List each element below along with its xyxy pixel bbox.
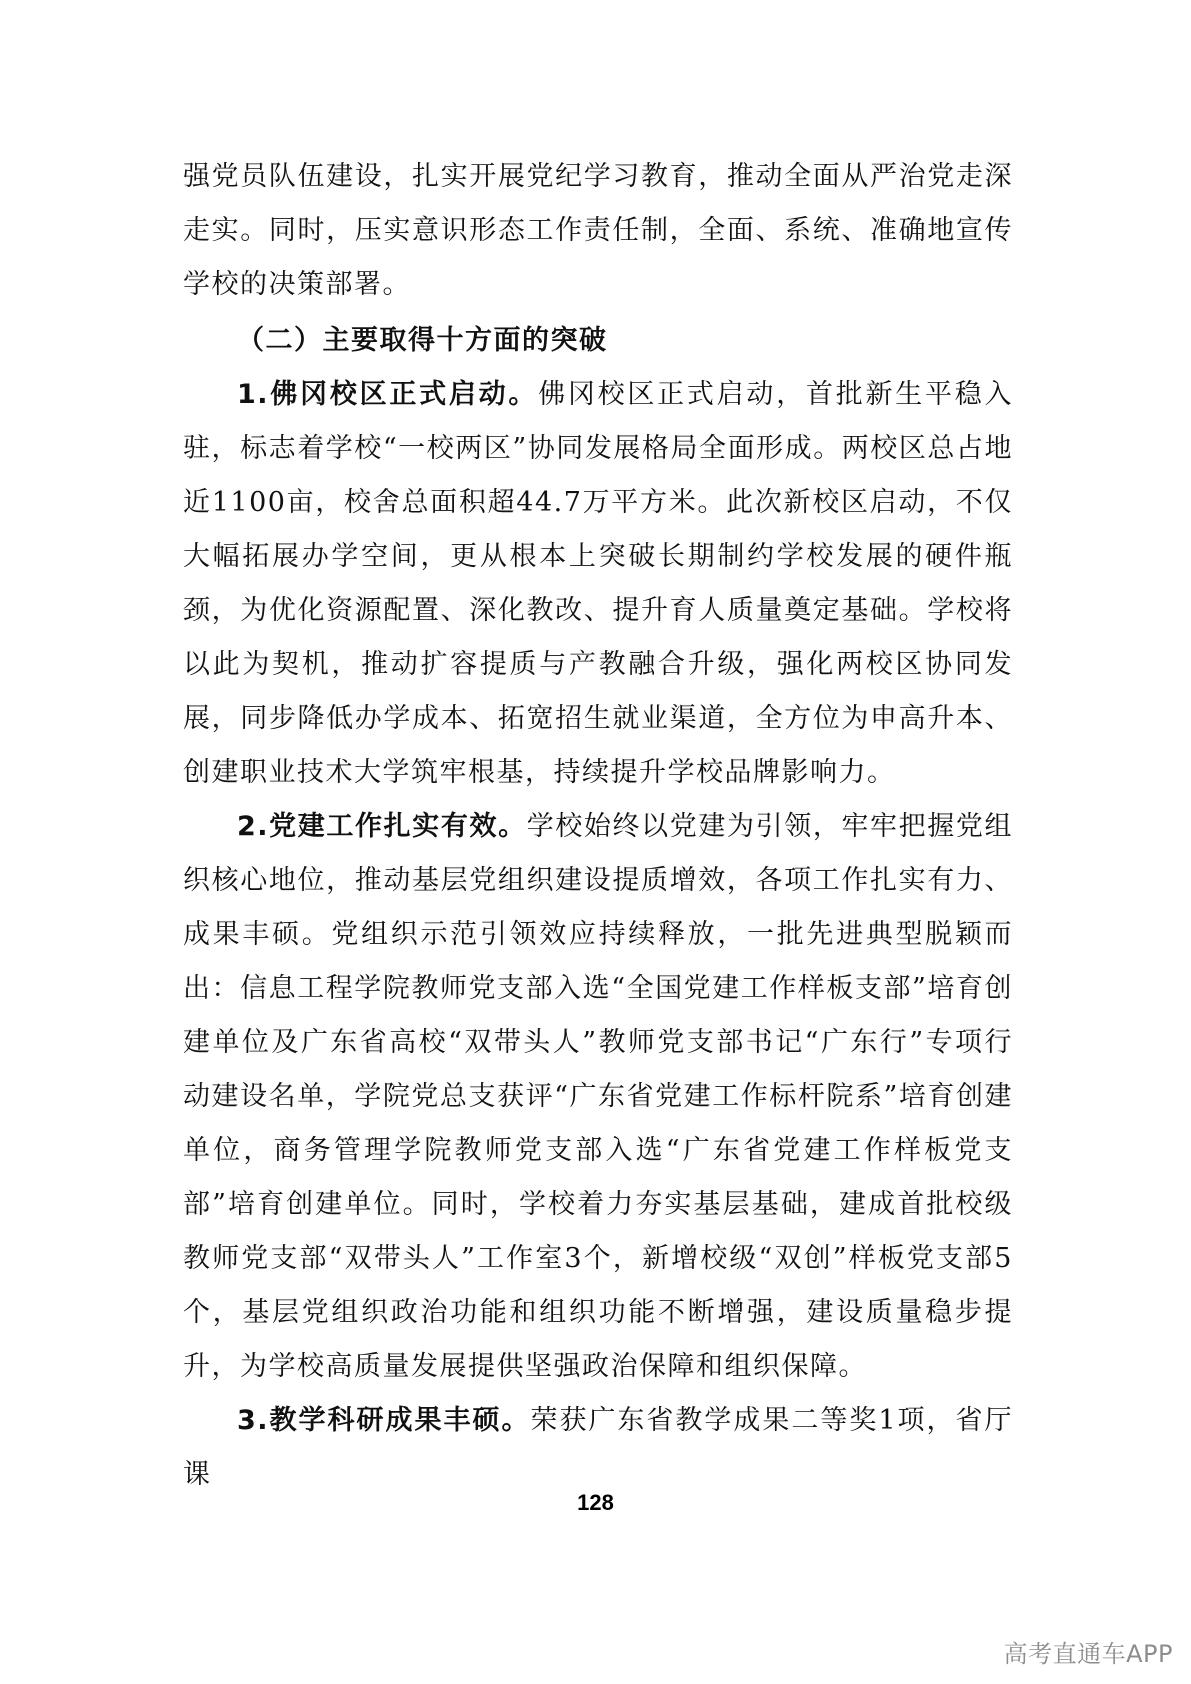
item-lead: 3.教学科研成果丰硕。 xyxy=(237,1405,531,1436)
paragraph-text: 荣获广东省教学成果二等奖1项，省厅课 xyxy=(183,1405,1013,1490)
paragraph-text: 强党员队伍建设，扎实开展党纪学习教育，推动全面从严治党走深走实。同时，压实意识形态工作责任制，全面、系统、准确地宣传学校的决策部署。 xyxy=(183,161,1013,300)
paragraph-item-1 xyxy=(183,368,1013,800)
paragraph-text: 佛冈校区正式启动，首批新生平稳入驻，标志着学校“一校两区”协同发展格局全面形成。两校区总占地近1100亩，校舍总面积超44.7万平方米。此次新校区启动，不仅大幅拓展办学空间，更从根本上突破长期制约学校发展的硬件瓶颈，为优化资源配置、深化教改、提升育人质量奠定基础。学校将以此为契机，推动扩容提质与产教融合升级，强化两校区协同发展，同步降低办学成本、拓宽招生就业渠道，全方位为申高升本、创建职业技术大学筑牢根基，持续提升学校品牌影响力。 xyxy=(183,379,1013,788)
paragraph-continuation xyxy=(183,150,1013,312)
paragraph-item-3 xyxy=(183,1394,1013,1502)
watermark: 高考直通车APP xyxy=(1003,1640,1173,1668)
item-lead: 2.党建工作扎实有效。 xyxy=(237,811,527,842)
paragraph-text: 学校始终以党建为引领，牢牢把握党组织核心地位，推动基层党组织建设提质增效，各项工作扎实有力、成果丰硕。党组织示范引领效应持续释放，一批先进典型脱颖而出：信息工程学院教师党支部入选“全国党建工作样板支部”培育创建单位及广东省高校“双带头人”教师党支部书记“广东行”专项行动建设名单，学院党总支获评“广东省党建工作标杆院系”培育创建单位，商务管理学院教师党支部入选“广东省党建工作样板党支部”培育创建单位。同时，学校着力夯实基层基础，建成首批校级教师党支部“双带头人”工作室3个，新增校级“双创”样板党支部5个，基层党组织政治功能和组织功能不断增强，建设质量稳步提升，为学校高质量发展提供坚强政治保障和组织保障。 xyxy=(183,811,1014,1382)
section-heading xyxy=(183,314,1013,368)
paragraph-item-2 xyxy=(183,800,1013,1394)
page-number: 128 xyxy=(577,1490,614,1515)
section-heading-text: （二）主要取得十方面的突破 xyxy=(237,325,608,356)
item-lead: 1.佛冈校区正式启动。 xyxy=(237,379,539,410)
document-body xyxy=(183,150,1013,1502)
